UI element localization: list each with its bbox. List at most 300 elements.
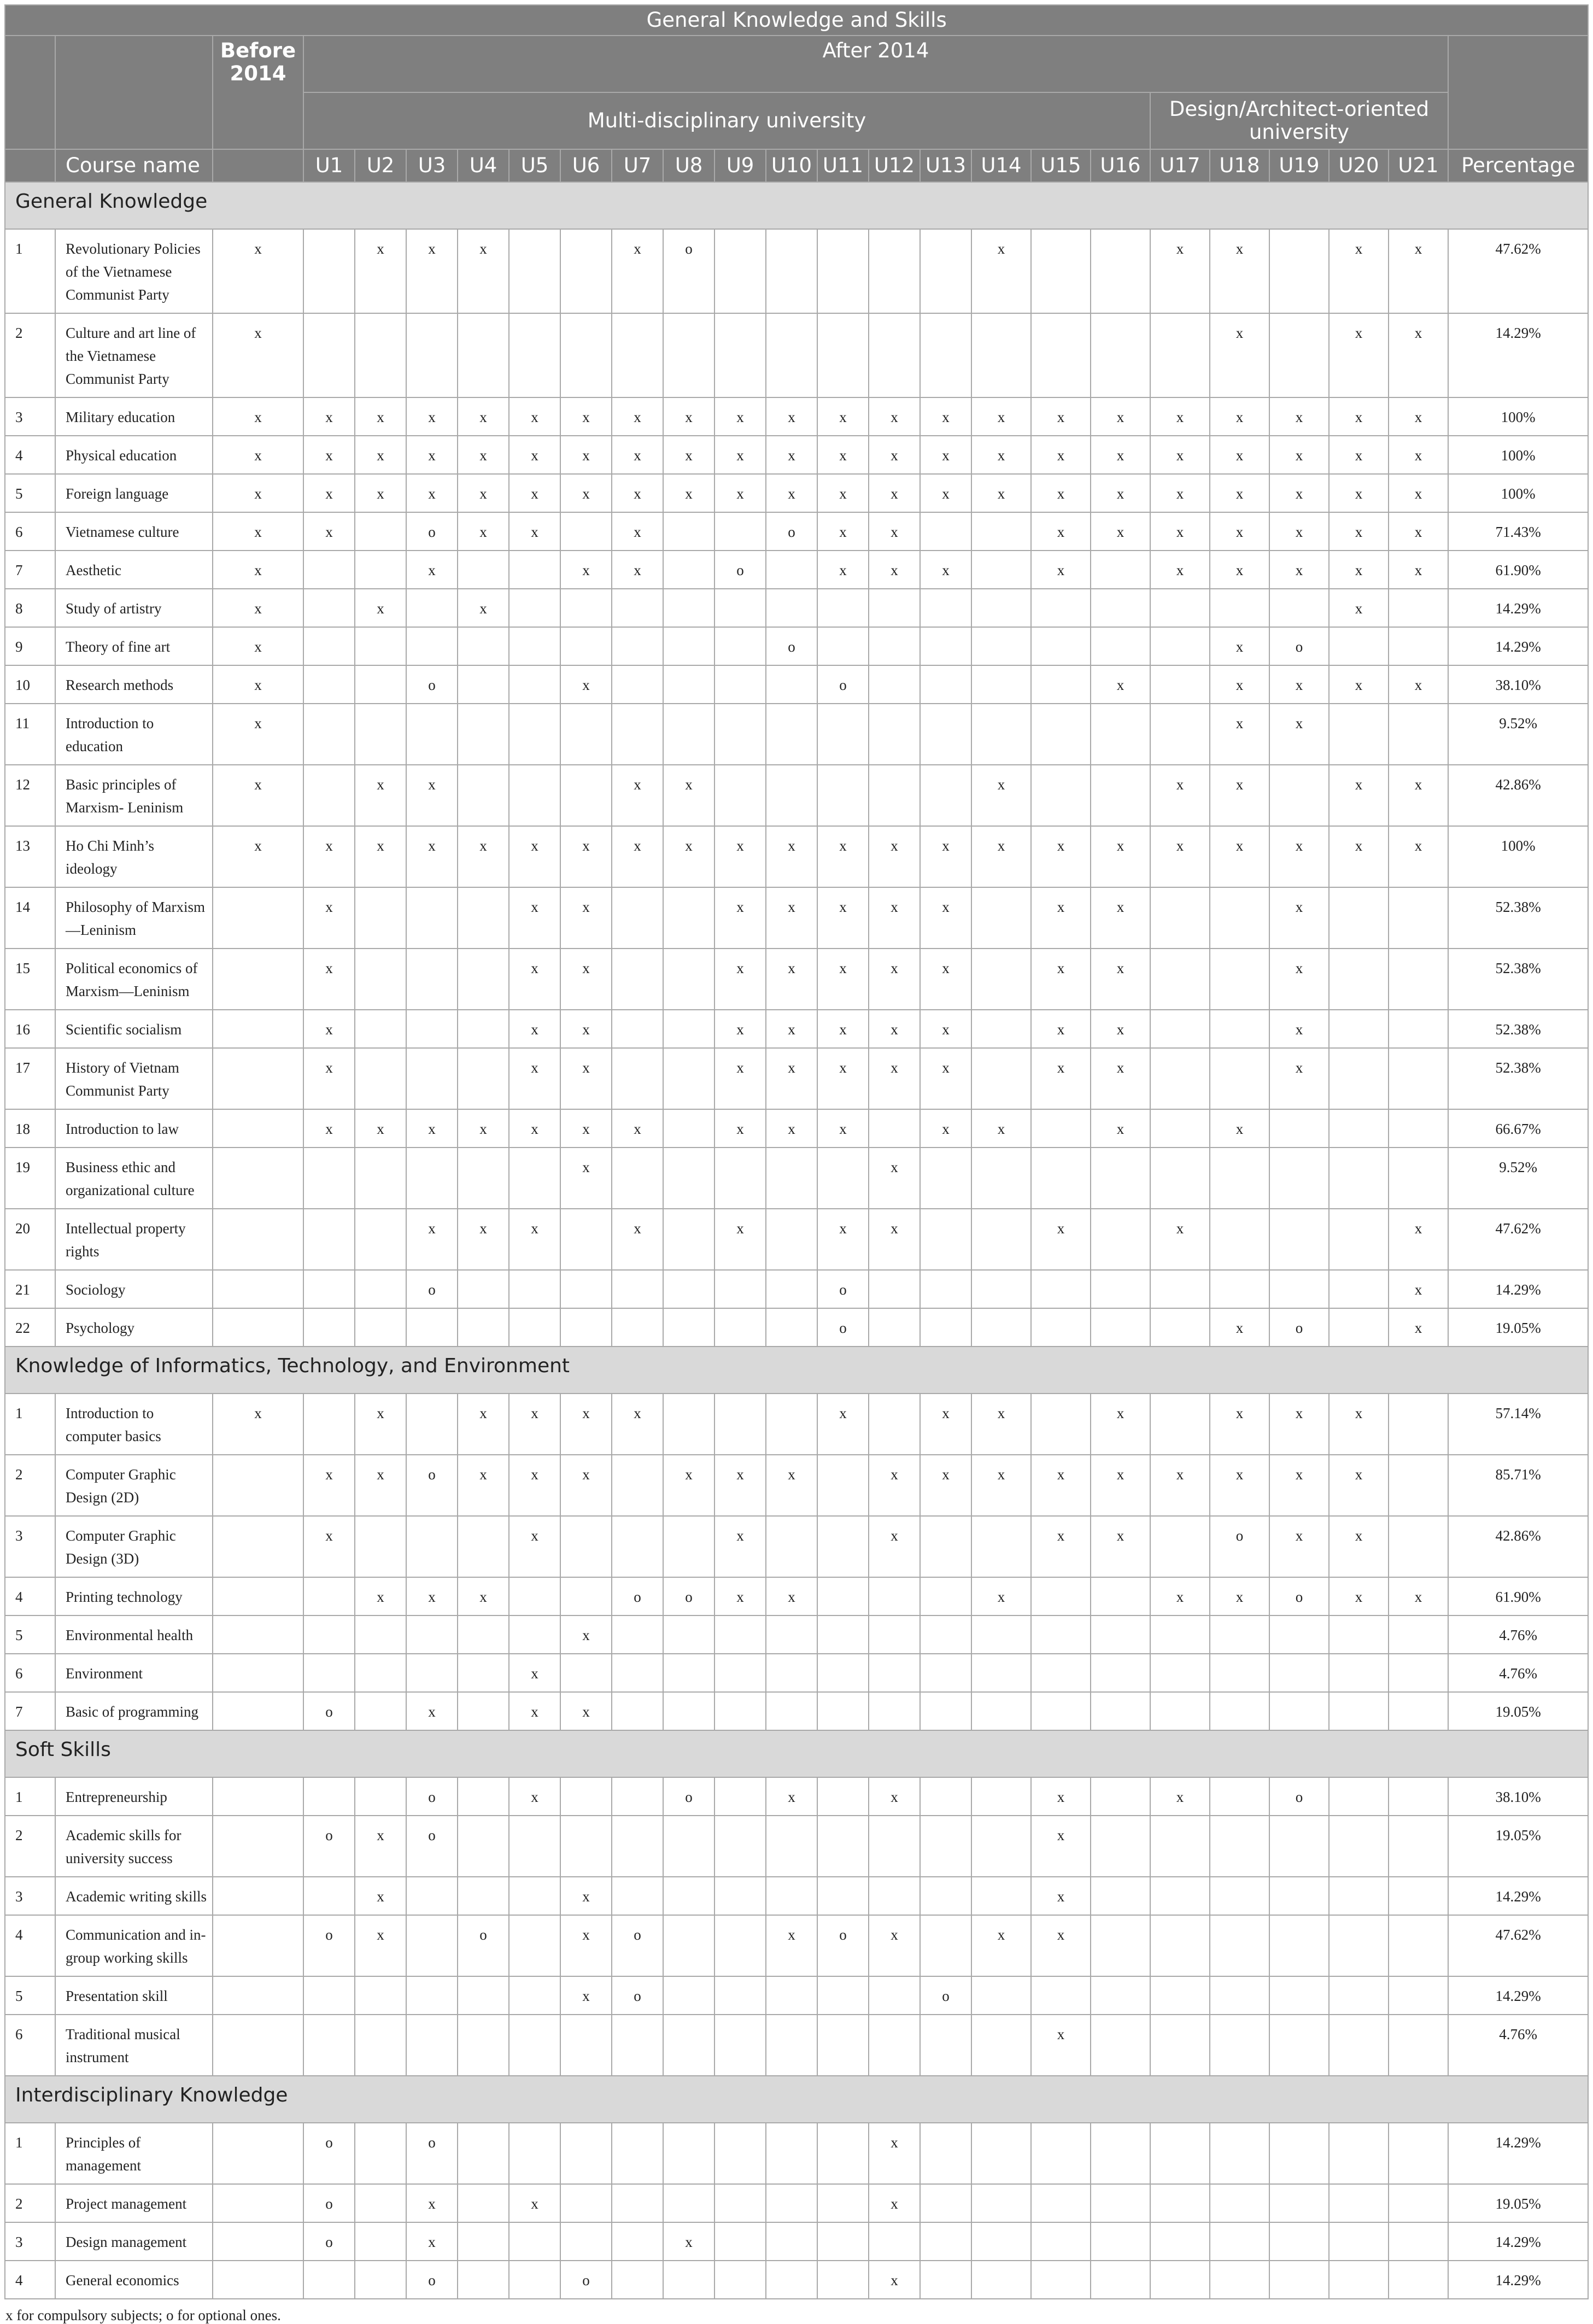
course-name: Design management [55,2222,213,2261]
mark-u5 [509,1915,560,1976]
mark-u17 [1150,313,1210,397]
mark-u17 [1150,1048,1210,1109]
mark-u8 [663,1692,714,1730]
row-number: 7 [5,1692,55,1730]
mark-u16 [1091,229,1150,313]
mark-u1: x [303,826,355,887]
mark-u2 [355,1692,406,1730]
mark-u1 [303,765,355,826]
mark-u9: x [714,397,766,436]
table-row [5,1010,1588,1048]
mark-u19 [1269,1976,1329,2015]
before-2014-mark: x [213,589,303,627]
percentage-value: 42.86% [1448,765,1588,826]
mark-u16 [1091,1615,1150,1654]
mark-u19 [1269,765,1329,826]
mark-u20 [1329,2222,1389,2261]
mark-u17: x [1150,1455,1210,1516]
mark-u11 [817,1692,869,1730]
mark-u20 [1329,1877,1389,1915]
mark-u12 [869,229,920,313]
mark-u5: x [509,2184,560,2222]
mark-u19 [1269,2184,1329,2222]
mark-u6 [560,2222,612,2261]
row-number: 10 [5,665,55,704]
mark-u2 [355,2184,406,2222]
mark-u16 [1091,1209,1150,1270]
mark-u9: x [714,436,766,474]
mark-u11: x [817,1109,869,1148]
mark-u16: x [1091,887,1150,949]
mark-u15 [1031,665,1091,704]
table-row [5,1577,1588,1615]
mark-u10: x [766,1915,817,1976]
mark-u1 [303,1777,355,1816]
mark-u14: x [971,1577,1031,1615]
mark-u3: x [406,229,458,313]
mark-u2: x [355,474,406,512]
course-name: Research methods [55,665,213,704]
mark-u1 [303,1877,355,1915]
course-name: Presentation skill [55,1976,213,2015]
row-number: 12 [5,765,55,826]
mark-u7 [612,2015,663,2076]
mark-u5: x [509,1692,560,1730]
before-2014-mark [213,1209,303,1270]
mark-u7: x [612,765,663,826]
mark-u8 [663,1516,714,1577]
mark-u4 [458,313,509,397]
mark-u2: x [355,1577,406,1615]
mark-u18: x [1210,474,1269,512]
mark-u17 [1150,2261,1210,2299]
mark-u6 [560,313,612,397]
mark-u15: x [1031,474,1091,512]
course-name: Introduction to law [55,1109,213,1148]
mark-u3: x [406,474,458,512]
table-row [5,1692,1588,1730]
table-row [5,627,1588,665]
mark-u3: x [406,436,458,474]
mark-u11 [817,1654,869,1692]
mark-u6: x [560,887,612,949]
mark-u18: x [1210,229,1269,313]
mark-u17 [1150,1816,1210,1877]
percentage-value: 4.76% [1448,2015,1588,2076]
mark-u18 [1210,1692,1269,1730]
mark-u7: x [612,826,663,887]
mark-u5 [509,2222,560,2261]
mark-u3: o [406,1455,458,1516]
before-2014-mark [213,1109,303,1148]
mark-u11: x [817,474,869,512]
mark-u12: x [869,2123,920,2184]
mark-u17 [1150,1976,1210,2015]
header-blank-percentage [1448,36,1588,149]
mark-u20 [1329,1048,1389,1109]
mark-u9: x [714,826,766,887]
before-2014-mark [213,1692,303,1730]
mark-u3 [406,949,458,1010]
mark-u9 [714,1654,766,1692]
mark-u15 [1031,1654,1091,1692]
before-2014-mark [213,2184,303,2222]
mark-u3: o [406,1777,458,1816]
mark-u19: x [1269,665,1329,704]
header-university-u8: U8 [663,149,714,182]
mark-u6 [560,1270,612,1308]
mark-u9: x [714,1209,766,1270]
course-name: Physical education [55,436,213,474]
mark-u11 [817,589,869,627]
mark-u21: x [1389,229,1448,313]
mark-u7 [612,1692,663,1730]
mark-u12: x [869,1777,920,1816]
mark-u9 [714,1915,766,1976]
mark-u18 [1210,1148,1269,1209]
mark-u18: x [1210,765,1269,826]
section-header-row [5,1730,1588,1777]
mark-u1: x [303,887,355,949]
row-number: 5 [5,1976,55,2015]
header-blank-number [5,36,55,149]
mark-u8 [663,512,714,551]
before-2014-mark: x [213,313,303,397]
mark-u12 [869,1270,920,1308]
mark-u20 [1329,2015,1389,2076]
course-name: Academic skills for university success [55,1816,213,1877]
mark-u15: x [1031,397,1091,436]
mark-u5: x [509,436,560,474]
percentage-value: 4.76% [1448,1654,1588,1692]
course-name: Foreign language [55,474,213,512]
table-row [5,765,1588,826]
mark-u12: x [869,887,920,949]
mark-u8 [663,887,714,949]
mark-u4 [458,1615,509,1654]
header-university-u3: U3 [406,149,458,182]
mark-u14 [971,1692,1031,1730]
mark-u11 [817,704,869,765]
mark-u18: x [1210,1577,1269,1615]
mark-u12 [869,704,920,765]
mark-u4: x [458,1394,509,1455]
mark-u9: x [714,1109,766,1148]
mark-u9 [714,1308,766,1347]
mark-u7 [612,2184,663,2222]
before-2014-mark: x [213,551,303,589]
mark-u3: x [406,1209,458,1270]
header-university-u17: U17 [1150,149,1210,182]
mark-u13 [920,1308,971,1347]
mark-u17 [1150,2184,1210,2222]
course-name: Principles of management [55,2123,213,2184]
mark-u4: x [458,474,509,512]
course-name: Project management [55,2184,213,2222]
mark-u1: x [303,1455,355,1516]
mark-u6: x [560,826,612,887]
table-row [5,1777,1588,1816]
mark-u2: x [355,1915,406,1976]
mark-u16: x [1091,949,1150,1010]
percentage-value: 47.62% [1448,1915,1588,1976]
mark-u12: x [869,2261,920,2299]
mark-u19 [1269,1915,1329,1976]
header-university-u4: U4 [458,149,509,182]
percentage-value: 61.90% [1448,551,1588,589]
mark-u16: x [1091,1516,1150,1577]
mark-u17 [1150,1692,1210,1730]
mark-u5: x [509,397,560,436]
mark-u7 [612,1877,663,1915]
mark-u6 [560,1654,612,1692]
mark-u17 [1150,2123,1210,2184]
mark-u21 [1389,1394,1448,1455]
mark-u17 [1150,704,1210,765]
before-2014-mark: x [213,826,303,887]
before-2014-mark [213,1010,303,1048]
mark-u4: x [458,826,509,887]
mark-u17 [1150,949,1210,1010]
mark-u16 [1091,627,1150,665]
mark-u17 [1150,1516,1210,1577]
percentage-value: 52.38% [1448,887,1588,949]
percentage-value: 66.67% [1448,1109,1588,1148]
mark-u4 [458,1048,509,1109]
course-name: Business ethic and organizational culture [55,1148,213,1209]
mark-u5 [509,665,560,704]
mark-u10 [766,2222,817,2261]
mark-u10 [766,665,817,704]
mark-u8 [663,704,714,765]
row-number: 3 [5,1877,55,1915]
row-number: 3 [5,2222,55,2261]
mark-u13: x [920,949,971,1010]
course-name: Computer Graphic Design (2D) [55,1455,213,1516]
row-number: 2 [5,313,55,397]
mark-u9 [714,1816,766,1877]
mark-u7: x [612,1109,663,1148]
mark-u3: o [406,665,458,704]
mark-u10 [766,2184,817,2222]
mark-u3 [406,1394,458,1455]
mark-u13: x [920,397,971,436]
mark-u1: x [303,1516,355,1577]
mark-u4 [458,765,509,826]
before-2014-mark: x [213,512,303,551]
mark-u3: x [406,1692,458,1730]
mark-u9 [714,1777,766,1816]
mark-u8: o [663,1777,714,1816]
table-row [5,1455,1588,1516]
mark-u12 [869,1308,920,1347]
mark-u5: x [509,1777,560,1816]
mark-u17 [1150,665,1210,704]
mark-u14: x [971,474,1031,512]
mark-u8 [663,1109,714,1148]
mark-u8 [663,2123,714,2184]
mark-u1: x [303,474,355,512]
before-2014-mark [213,1308,303,1347]
mark-u15 [1031,1270,1091,1308]
mark-u17: x [1150,436,1210,474]
header-university-u2: U2 [355,149,406,182]
mark-u10 [766,1270,817,1308]
mark-u1 [303,1654,355,1692]
mark-u6: x [560,1109,612,1148]
mark-u2 [355,1148,406,1209]
mark-u15 [1031,704,1091,765]
mark-u4 [458,2123,509,2184]
percentage-value: 14.29% [1448,627,1588,665]
mark-u16 [1091,2222,1150,2261]
mark-u12 [869,1877,920,1915]
mark-u16 [1091,2261,1150,2299]
header-before-blank [213,149,303,182]
mark-u1 [303,1148,355,1209]
mark-u15 [1031,1976,1091,2015]
percentage-value: 14.29% [1448,1270,1588,1308]
mark-u17 [1150,589,1210,627]
mark-u8 [663,2261,714,2299]
mark-u10: o [766,627,817,665]
mark-u3: o [406,1270,458,1308]
before-2014-mark: x [213,1394,303,1455]
mark-u4 [458,2222,509,2261]
before-2014-mark: x [213,436,303,474]
mark-u14: x [971,1455,1031,1516]
mark-u17: x [1150,512,1210,551]
course-name: Revolutionary Policies of the Vietnamese Communist Party [55,229,213,313]
mark-u8 [663,1148,714,1209]
mark-u15 [1031,1394,1091,1455]
mark-u4 [458,1308,509,1347]
row-number: 9 [5,627,55,665]
mark-u20 [1329,1692,1389,1730]
mark-u18: x [1210,436,1269,474]
course-name: General economics [55,2261,213,2299]
before-2014-mark [213,1577,303,1615]
mark-u12 [869,1577,920,1615]
header-university-u21: U21 [1389,149,1448,182]
mark-u2 [355,551,406,589]
mark-u17 [1150,2015,1210,2076]
mark-u16 [1091,1654,1150,1692]
mark-u3 [406,1654,458,1692]
mark-u3 [406,1148,458,1209]
mark-u12: x [869,949,920,1010]
mark-u10 [766,1692,817,1730]
mark-u14 [971,2184,1031,2222]
mark-u11 [817,1877,869,1915]
section-title: Soft Skills [5,1730,1588,1777]
table-row [5,2015,1588,2076]
mark-u7: x [612,551,663,589]
section-header-row [5,1347,1588,1394]
mark-u12 [869,1615,920,1654]
row-number: 4 [5,436,55,474]
mark-u5 [509,1816,560,1877]
mark-u9: x [714,887,766,949]
mark-u3 [406,1877,458,1915]
mark-u20 [1329,1615,1389,1654]
mark-u16 [1091,2184,1150,2222]
mark-u15 [1031,1109,1091,1148]
mark-u21 [1389,2261,1448,2299]
mark-u18 [1210,1048,1269,1109]
mark-u21 [1389,1976,1448,2015]
mark-u15 [1031,1577,1091,1615]
mark-u21: x [1389,1209,1448,1270]
percentage-value: 42.86% [1448,1516,1588,1577]
mark-u6 [560,2184,612,2222]
table-row [5,2184,1588,2222]
mark-u14 [971,627,1031,665]
mark-u1 [303,1577,355,1615]
mark-u2 [355,2123,406,2184]
table-row [5,512,1588,551]
mark-u21 [1389,1109,1448,1148]
table-row [5,2123,1588,2184]
mark-u17: x [1150,765,1210,826]
mark-u2 [355,627,406,665]
mark-u6: x [560,436,612,474]
mark-u11 [817,2222,869,2261]
mark-u3: x [406,826,458,887]
mark-u12 [869,765,920,826]
mark-u2 [355,1308,406,1347]
mark-u21 [1389,2222,1448,2261]
mark-u5 [509,229,560,313]
mark-u2 [355,1048,406,1109]
mark-u21: x [1389,551,1448,589]
mark-u4 [458,1516,509,1577]
mark-u10: x [766,397,817,436]
before-2014-mark [213,1877,303,1915]
mark-u13 [920,589,971,627]
mark-u3: o [406,1816,458,1877]
mark-u1: o [303,2123,355,2184]
table-row [5,665,1588,704]
mark-u5: x [509,1010,560,1048]
mark-u12: x [869,436,920,474]
mark-u4 [458,1010,509,1048]
mark-u7 [612,589,663,627]
mark-u10 [766,2123,817,2184]
mark-u11 [817,1777,869,1816]
mark-u7 [612,2123,663,2184]
mark-u19: x [1269,1455,1329,1516]
mark-u7: x [612,397,663,436]
mark-u8: x [663,1455,714,1516]
header-university-u13: U13 [920,149,971,182]
mark-u1: x [303,1048,355,1109]
percentage-value: 57.14% [1448,1394,1588,1455]
mark-u14: x [971,229,1031,313]
mark-u5: x [509,512,560,551]
row-number: 13 [5,826,55,887]
percentage-value: 71.43% [1448,512,1588,551]
mark-u9: x [714,1516,766,1577]
mark-u13 [920,765,971,826]
mark-u6: x [560,1692,612,1730]
mark-u6 [560,1516,612,1577]
mark-u19: x [1269,512,1329,551]
section-title: Knowledge of Informatics, Technology, and Environment [5,1347,1588,1394]
row-number: 16 [5,1010,55,1048]
mark-u19 [1269,1877,1329,1915]
mark-u18 [1210,1816,1269,1877]
